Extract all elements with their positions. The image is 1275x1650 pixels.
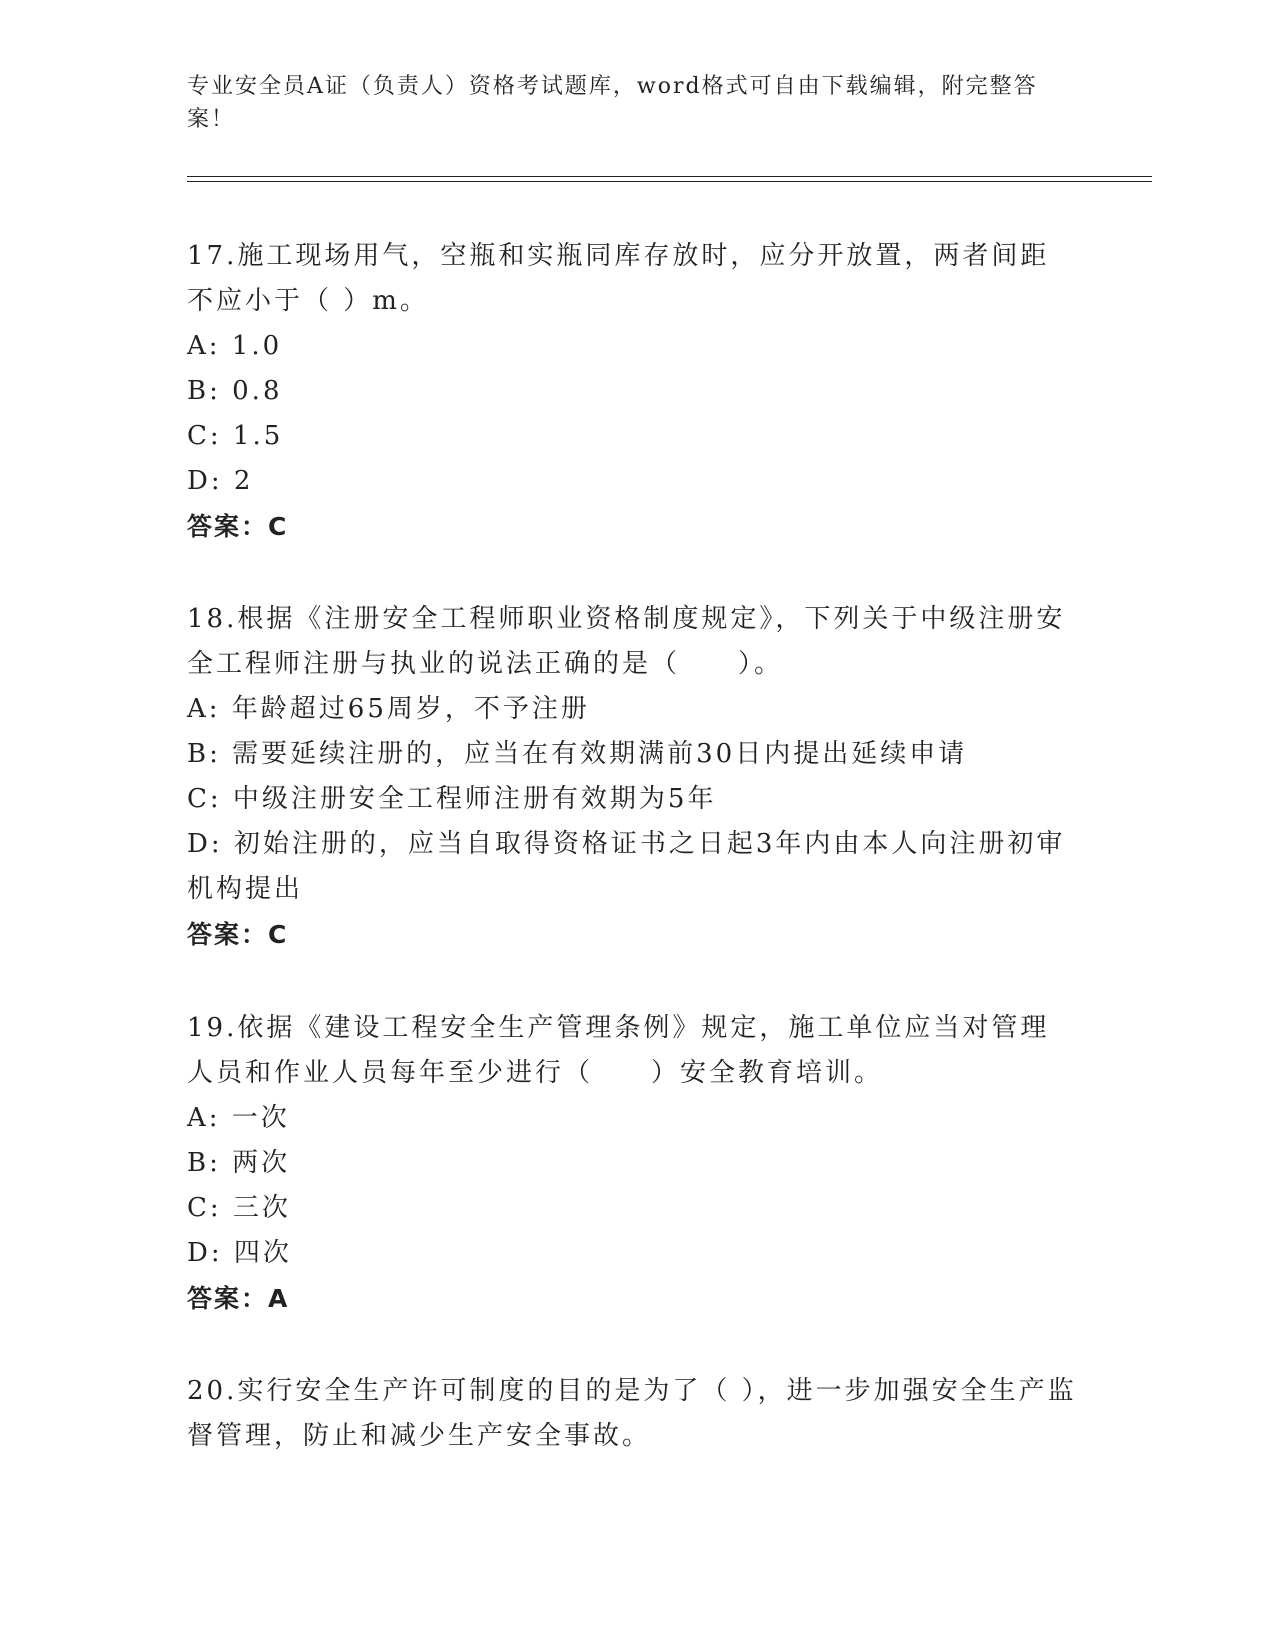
option-b: B: 两次 (187, 1148, 291, 1178)
question-19 (187, 1006, 1077, 1321)
option-a: A: 一次 (187, 1103, 290, 1133)
option-c: C: 三次 (187, 1193, 291, 1223)
question-18 (187, 597, 1077, 957)
header-divider-top (187, 176, 1152, 177)
option-c: C: 中级注册安全工程师注册有效期为5年 (187, 784, 717, 814)
answer-label: 答案：A (187, 1284, 290, 1313)
header-divider-bottom (187, 181, 1152, 182)
option-d: D: 四次 (187, 1238, 292, 1268)
answer-label: 答案：C (187, 512, 289, 541)
question-stem: 19.依据《建设工程安全生产管理条例》规定，施工单位应当对管理人员和作业人员每年至少进行（ ）安全教育培训。 (187, 1013, 1050, 1088)
document-header: 专业安全员A证（负责人）资格考试题库，word格式可自由下载编辑，附完整答案！ (187, 74, 1038, 132)
question-stem: 20.实行安全生产许可制度的目的是为了（ ），进一步加强安全生产监督管理，防止和减少生产安全事故。 (187, 1376, 1077, 1451)
answer-label: 答案：C (187, 920, 289, 949)
question-stem: 18.根据《注册安全工程师职业资格制度规定》，下列关于中级注册安全工程师注册与执业的说法正确的是（ ）。 (187, 604, 1066, 679)
question-20 (187, 1369, 1077, 1459)
question-stem: 17.施工现场用气，空瓶和实瓶同库存放时，应分开放置，两者间距不应小于（ ）m。 (187, 241, 1050, 316)
option-c: C: 1.5 (187, 421, 284, 451)
question-17 (187, 234, 1077, 549)
option-d: D: 2 (187, 466, 254, 496)
option-d: D: 初始注册的，应当自取得资格证书之日起3年内由本人向注册初审机构提出 (187, 829, 1066, 904)
option-a: A: 1.0 (187, 331, 283, 361)
option-b: B: 0.8 (187, 376, 283, 406)
option-a: A: 年龄超过65周岁，不予注册 (187, 694, 590, 724)
option-b: B: 需要延续注册的，应当在有效期满前30日内提出延续申请 (187, 739, 968, 769)
